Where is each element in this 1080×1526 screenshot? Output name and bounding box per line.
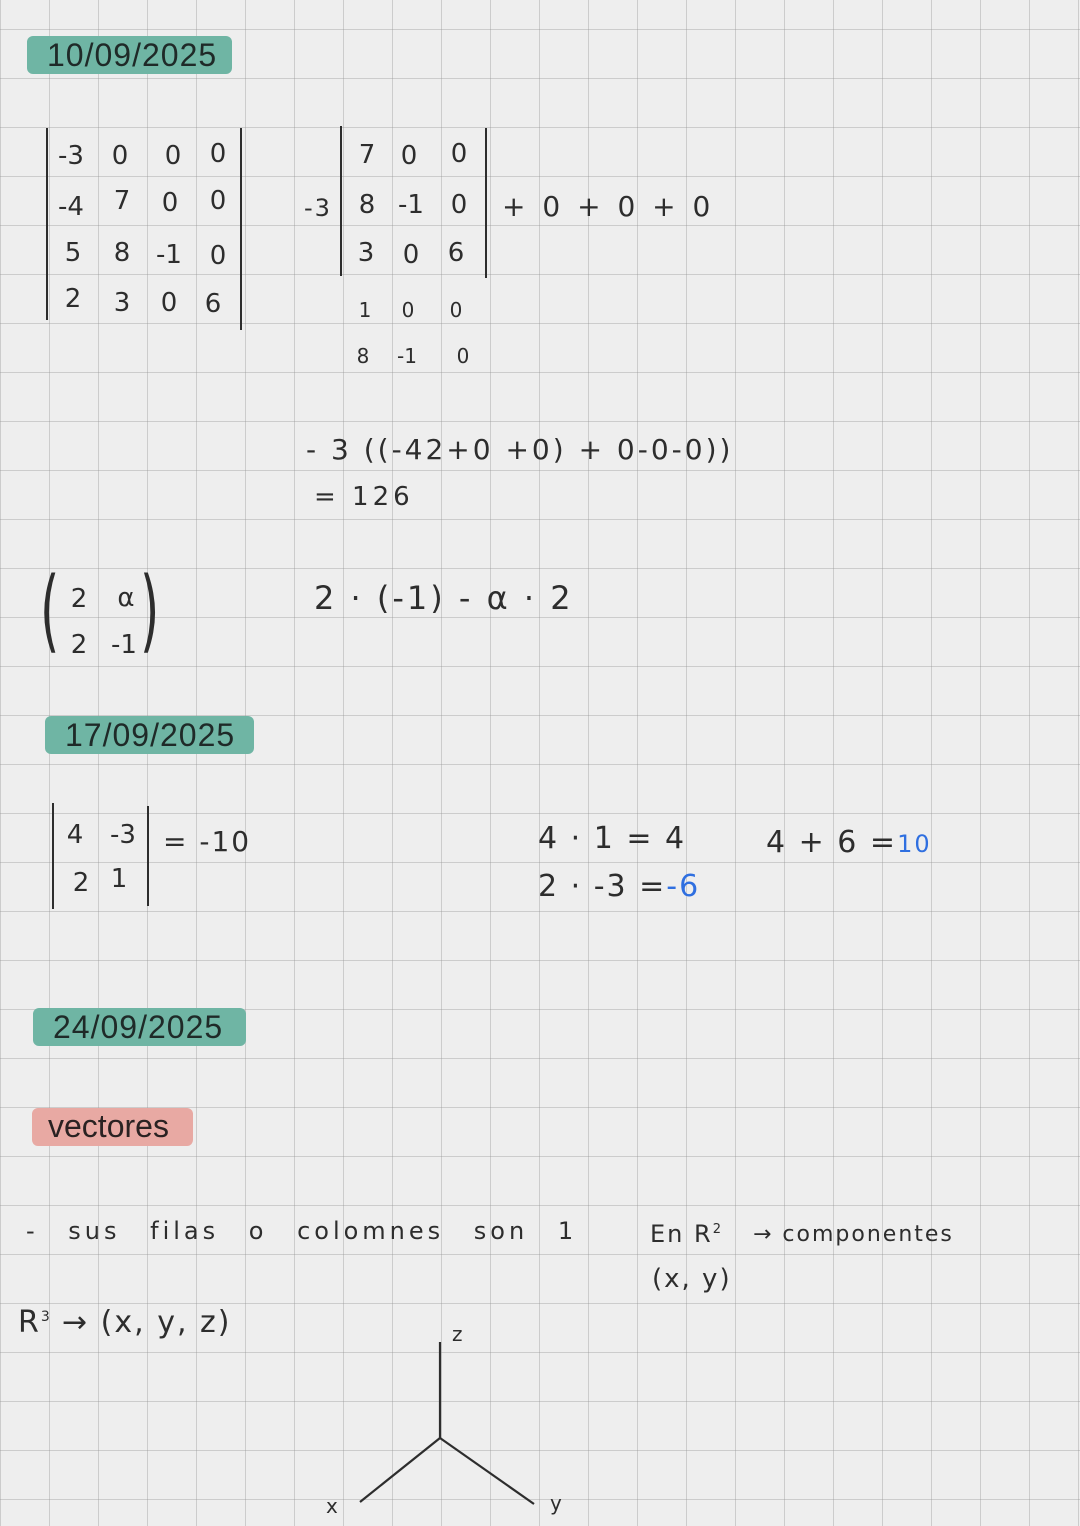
m3-cell: -1 bbox=[398, 190, 424, 220]
sarrus-cell: 1 bbox=[358, 298, 372, 322]
m3-cell: 6 bbox=[447, 238, 465, 268]
r3-label: $R^3$ bbox=[18, 1305, 52, 1340]
d2-cell: -3 bbox=[110, 820, 136, 850]
m3-cell: 0 bbox=[402, 240, 420, 270]
r3-coords: → (x, y, z) bbox=[62, 1305, 232, 1340]
m4-cell: -3 bbox=[58, 141, 84, 171]
m4-cell: 0 bbox=[160, 288, 178, 318]
product-line-1: 4 · 1 = 4 bbox=[538, 821, 687, 856]
expansion-expression: - 3 ((-42+0 +0) + 0-0-0)) bbox=[306, 433, 734, 466]
m3-cell: 7 bbox=[358, 140, 376, 170]
minor-tail: + 0 + 0 + 0 bbox=[502, 190, 715, 223]
y-axis-label: y bbox=[550, 1491, 564, 1515]
m4-cell: 3 bbox=[113, 288, 131, 318]
sum-value: 10 bbox=[897, 830, 932, 858]
product-line-2: 2 · -3 =-6 bbox=[538, 869, 701, 904]
m4-cell: 5 bbox=[64, 238, 82, 268]
sum-line: 4 + 6 =10 bbox=[766, 825, 932, 860]
det2-result: = -10 bbox=[163, 825, 252, 858]
r2-components: → componentes bbox=[753, 1222, 954, 1247]
date-tag-2: 17/09/2025 bbox=[45, 716, 254, 754]
sarrus-cell: 8 bbox=[356, 344, 370, 368]
m3-cell: 8 bbox=[358, 190, 376, 220]
sarrus-cell: 0 bbox=[401, 298, 415, 322]
r2-label: En $R^2$ bbox=[650, 1220, 723, 1248]
d2-cell: 4 bbox=[66, 820, 84, 850]
z-axis-label: z bbox=[452, 1322, 465, 1346]
m4-cell: -1 bbox=[156, 240, 182, 270]
date-tag-3: 24/09/2025 bbox=[33, 1008, 246, 1046]
m4-cell: 6 bbox=[204, 289, 222, 319]
m4-cell: 0 bbox=[161, 188, 179, 218]
m3-cell: 3 bbox=[357, 238, 375, 268]
expansion-result: = 126 bbox=[314, 482, 414, 512]
m2-cell: 2 bbox=[70, 584, 88, 614]
m3-cell: 0 bbox=[450, 139, 468, 169]
sarrus-cell: 0 bbox=[456, 344, 470, 368]
paren-left: ( bbox=[40, 558, 60, 663]
cofactor-prefix: -3 bbox=[304, 194, 332, 222]
x-axis bbox=[360, 1438, 440, 1502]
m2-cell: α bbox=[117, 583, 135, 613]
vector-note: - sus filas o colomnes son 1 bbox=[26, 1217, 578, 1245]
r3-exponent: 3 bbox=[40, 1309, 52, 1325]
m3-cell: 0 bbox=[400, 141, 418, 171]
m4-cell: 2 bbox=[64, 284, 82, 314]
det-expression: 2 · (-1) - α · 2 bbox=[314, 579, 574, 617]
product-line-2-value: -6 bbox=[666, 869, 701, 904]
m2-cell: 2 bbox=[70, 630, 88, 660]
m3-cell: 0 bbox=[450, 190, 468, 220]
m4-cell: 0 bbox=[209, 241, 227, 271]
m4-cell: 8 bbox=[113, 238, 131, 268]
m4-cell: 0 bbox=[111, 141, 129, 171]
sarrus-cell: 0 bbox=[449, 298, 463, 322]
m4-cell: -4 bbox=[58, 192, 84, 222]
r2-coords: (x, y) bbox=[652, 1264, 732, 1294]
m4-cell: 7 bbox=[113, 186, 131, 216]
d2-cell: 1 bbox=[110, 864, 128, 894]
paren-right: ) bbox=[140, 558, 160, 663]
x-axis-label: x bbox=[326, 1494, 340, 1518]
y-axis bbox=[440, 1438, 534, 1504]
date-tag-1: 10/09/2025 bbox=[27, 36, 232, 74]
topic-tag: vectores bbox=[32, 1108, 193, 1146]
sarrus-cell: -1 bbox=[397, 344, 417, 368]
r2-exponent: 2 bbox=[712, 1222, 723, 1237]
m4-cell: 0 bbox=[209, 139, 227, 169]
m2-cell: -1 bbox=[111, 630, 137, 660]
m4-cell: 0 bbox=[209, 186, 227, 216]
d2-cell: 2 bbox=[72, 868, 90, 898]
m4-cell: 0 bbox=[164, 141, 182, 171]
